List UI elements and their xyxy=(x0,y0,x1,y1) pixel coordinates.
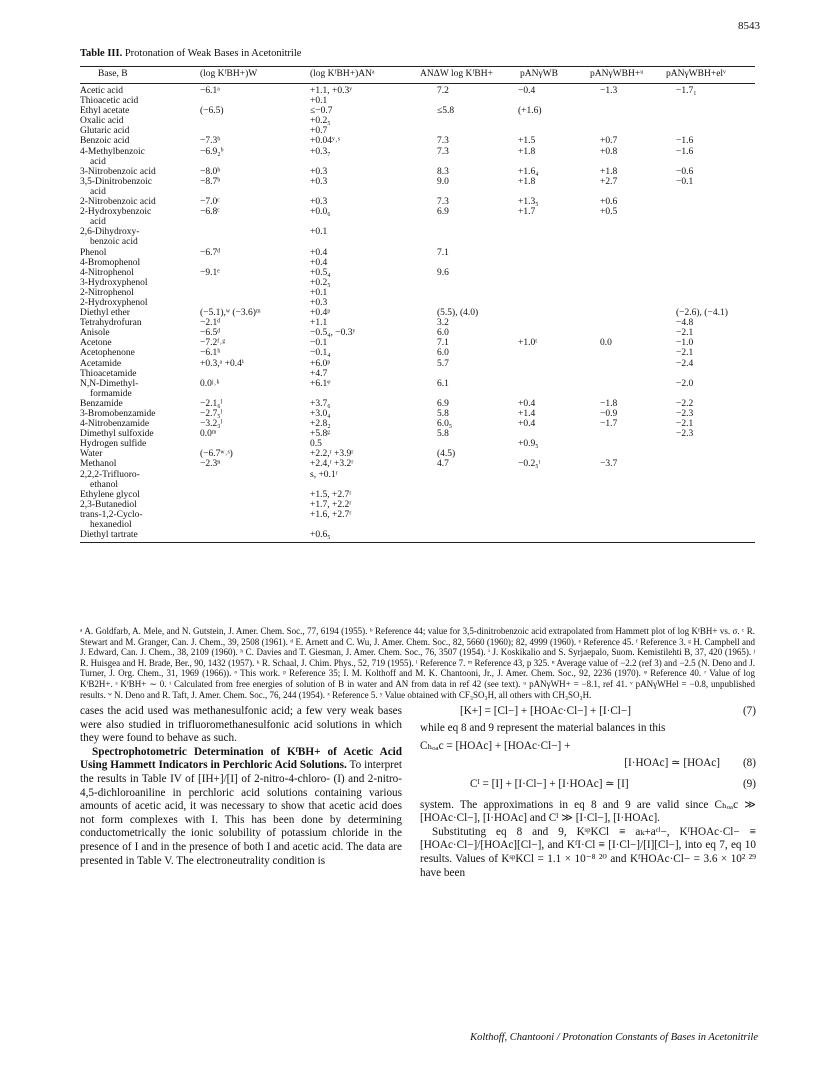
table-cell: −1.7 xyxy=(600,419,618,430)
header-log-k-an: (log KᶠBH+)ANᵃ xyxy=(310,69,375,79)
table-cell: Phenol xyxy=(80,247,107,258)
table-row xyxy=(80,449,755,459)
table-cell: Tetrahydrofuran xyxy=(80,318,142,329)
table-cell: Dimethyl sulfoxide xyxy=(80,429,154,440)
table-cell: 0.5 xyxy=(310,439,322,450)
table-cell: −0.5₄, −0.3ʸ xyxy=(310,328,356,339)
page-number: 8543 xyxy=(738,20,760,32)
table-cell: −8.7ᵇ xyxy=(200,176,221,187)
equation-8-line-2: [I·HOAc] ≃ [HOAc] (8) xyxy=(624,756,756,769)
table-cell: +0.7 xyxy=(600,136,618,147)
table-cell: +1.5 xyxy=(518,136,536,147)
table-cell: (−6.5) xyxy=(200,106,224,117)
table-cell: +0.4ᵖ xyxy=(310,308,331,319)
paragraph-body: To interpret the results in Table IV of [IH+]/[I] of 2-nitro-4-chloro- (I) and 2-nitro-4,5-dichloroaniline in perchloric acid solutions containing various amounts of acetic acid, it was necessary to show that acetic acid does not form complexes with I. This has been done by determining conductometrically the ionic solubility of potassium chloride in the presence of I and in the presence of both I and acetic acid. The data are presented in Table V. The electroneutrality condition is xyxy=(80,759,402,867)
table-cell: −2.1 xyxy=(676,348,694,359)
table-cell: Acetone xyxy=(80,338,112,349)
table-row xyxy=(80,217,755,227)
table-cell: 6.1 xyxy=(437,378,449,389)
table-row xyxy=(80,419,755,429)
table-cell: +0.4 xyxy=(310,247,328,258)
table-cell: +0.6 xyxy=(600,197,618,208)
header-gamma-bh-el: pANγWBH+elᵛ xyxy=(666,69,726,79)
table-cell: +1.8 xyxy=(518,146,536,157)
table-cell: 6.0₅ xyxy=(437,419,453,430)
table-row xyxy=(80,157,755,167)
table-cell: 4-Nitrobenzamide xyxy=(80,419,150,430)
table-cell: 6.0 xyxy=(437,328,449,339)
table-cell: −4.8 xyxy=(676,318,694,329)
equation-8-line-1: Cₕₒₐc = [HOAc] + [HOAc·Cl−] + xyxy=(420,739,571,752)
table-row xyxy=(80,258,755,268)
table-cell: −0.9 xyxy=(600,409,618,419)
table-cell: 4-Nitrophenol xyxy=(80,267,134,278)
table-cell: −1.8 xyxy=(600,398,618,409)
table-row xyxy=(80,248,755,258)
table-row xyxy=(80,106,755,116)
table-row xyxy=(80,500,755,510)
table-cell: −7.3ᵇ xyxy=(200,136,221,147)
table-cell: acid xyxy=(90,186,106,197)
header-base: Base, B xyxy=(98,69,128,79)
table-row xyxy=(80,459,755,469)
table-cell: +0.0₆ xyxy=(310,207,331,218)
table-cell: 9.6 xyxy=(437,267,449,278)
table-label: Table III. xyxy=(80,48,123,59)
table-cell: +0.4 xyxy=(518,398,536,409)
table-cell: −2.1₆ˡ xyxy=(200,398,223,409)
table-cell: +4.7 xyxy=(310,368,328,379)
table-row xyxy=(80,86,755,96)
table-cell: ≤−0.7 xyxy=(310,106,333,117)
table-cell: 4-Bromophenol xyxy=(80,257,141,268)
table-cell: −6.1ᵃ xyxy=(200,86,220,96)
table-cell: +0.3 xyxy=(310,166,328,177)
table-cell: 3-Bromobenzamide xyxy=(80,409,156,419)
table-cell: +1.4 xyxy=(518,409,536,419)
table-cell: −1.0 xyxy=(676,338,694,349)
table-cell: 7.1 xyxy=(437,247,449,258)
table-cell: −6.1ʰ xyxy=(200,348,221,359)
table-cell: −0.1 xyxy=(676,176,694,187)
table-row xyxy=(80,318,755,328)
table-cell: −7.0ᶜ xyxy=(200,197,220,208)
table-cell: Thioacetic acid xyxy=(80,96,139,107)
table-cell: 2,6-Dihydroxy- xyxy=(80,227,140,238)
table-cell: 5.7 xyxy=(437,358,449,369)
table-cell: +2.4,ʳ +3.2ʳ xyxy=(310,459,354,470)
table-cell: (4.5) xyxy=(437,449,456,460)
table-cell: Acetophenone xyxy=(80,348,135,359)
table-cell: 4.7 xyxy=(437,459,449,470)
table-row xyxy=(80,177,755,187)
table-cell: +6.0ᵖ xyxy=(310,358,331,369)
table-row xyxy=(80,490,755,500)
table-cell: Water xyxy=(80,449,103,460)
table-cell: 2-Hydroxybenzoic xyxy=(80,207,152,218)
table-cell: +0.5 xyxy=(600,207,618,218)
table-cell: +3.7₆ xyxy=(310,398,331,409)
table-cell: 5.8 xyxy=(437,429,449,440)
table-cell: Benzamide xyxy=(80,398,123,409)
table-cell: 3-Nitrobenzoic acid xyxy=(80,166,156,177)
table-cell: −0.4 xyxy=(518,86,536,96)
header-gamma-b: pANγWB xyxy=(520,69,558,79)
table-cell: 7.1 xyxy=(437,338,449,349)
table-cell: 6.9 xyxy=(437,398,449,409)
table-cell: −0.1₄ xyxy=(310,348,331,359)
table-cell: +1.1, +0.3ʸ xyxy=(310,86,353,96)
table-cell: +6.1ᵠ xyxy=(310,378,331,389)
table-cell: −7.2ᶠ˒ᵍ xyxy=(200,338,226,349)
table-cell: +0.6₅ xyxy=(310,530,331,541)
table-cell: −2.3ⁿ xyxy=(200,459,221,470)
header-log-k-water: (log KᶠBH+)W xyxy=(200,69,258,79)
table-cell: +0.3₇ xyxy=(310,146,331,157)
table-row xyxy=(80,116,755,126)
table-cell: +0.2₅ xyxy=(310,116,331,127)
table-cell: +0.9₅ xyxy=(518,439,539,450)
table-cell: Oxalic acid xyxy=(80,116,124,127)
table-cell: +2.2,ʳ +3.9ʳ xyxy=(310,449,354,460)
table-cell: N,N-Dimethyl- xyxy=(80,378,139,389)
table-cell: 0.0 xyxy=(600,338,612,349)
table-cell: −3.7 xyxy=(600,459,618,470)
table-cell: 5.8 xyxy=(437,409,449,419)
substitution-text: Substituting eq 8 and 9, KˢᵖKCl ≡ aₖ+aᶜˡ−, KᶠHOAc·Cl− ≡ [HOAc·Cl−]/[HOAc][Cl−], and KᶠI·Cl ≡ [I·Cl−]/[I][Cl−], into eq 7, eq 10 results. Values of KˢᵖKCl = 1.1 × 10⁻⁸ ²⁰ and KᶠHOAc·Cl− = 3.6 × 10² ²⁹ have been xyxy=(420,825,756,879)
table-cell: 2,3-Butanediol xyxy=(80,499,137,510)
table-cell: +1.8 xyxy=(518,176,536,187)
table-cell: ethanol xyxy=(90,479,118,490)
table-cell: +0.04ʸ˒ˢ xyxy=(310,136,340,147)
header-gamma-bh: pANγWBH+ᵘ xyxy=(590,69,644,79)
table-cell: +1.5, +2.7ʳ xyxy=(310,489,352,500)
table-cell: Ethylene glycol xyxy=(80,489,140,500)
table-cell: +2.8₂ xyxy=(310,419,331,430)
table-cell: −0.1 xyxy=(310,338,328,349)
table-row xyxy=(80,197,755,207)
table-row xyxy=(80,409,755,419)
table-cell: −2.1ᵈ xyxy=(200,318,221,329)
table-cell: +1.3₅ xyxy=(518,197,539,208)
table-footnotes: ᵃ A. Goldfarb, A. Mele, and N. Gutstein, J. Amer. Chem. Soc., 77, 6194 (1955). ᵇ Reference 44; value for 3,5-dinitrobenzoic acid extrapolated from Hammett plot of log KᶠBH+ vs. σ. ᶜ R. Stewart and M. Granger, Can. J. Chem., 39, 2508 (1961). ᵈ E. Arnett and C. Wu, J. Amer. Chem. Soc., 82, 5660 (1960); 82, 4999 (1960). ᵉ Reference 45. ᶠ Reference 3. ᵍ H. Campbell and J. Edward, Can. J. Chem., 38, 2109 (1960). ʰ C. Davies and T. Giesman, J. Amer. Chem. Soc., 76, 3507 (1954). ⁱ J. Koskikalio and S. Syrjaepalo, Suom. Kemistilehti B, 37, 420 (1965). ʲ R. Huisgea and H. Brade, Ber., 90, 1432 (1957). ᵏ R. Schaal, J. Chim. Phys., 52, 719 (1955). ˡ Reference 7. ᵐ Reference 43, p 325. ⁿ Average value of −2.2 (ref 3) and −2.5 (N. Deno and J. Turner, J. Org. Chem., 31, 1969 (1966)). ᵒ This work. ᵖ Reference 35; I. M. Kolthoff and M. K. Chantooni, Jr., J. Amer. Chem. Soc., 92, 2236 (1970). ᵠ Reference 40. ʳ Value of log KᶠB2H+. ˢ KᶠBH+ ∼ 0. ᵗ Calculated from free energies of solution of B in water and AN from data in ref 42 (see text). ᵘ pANγWH+ = −8.1, ref 41. ᵛ pANγWHel = −0.8, unpublished results. ʷ N. Deno and R. Taft, J. Amer. Chem. Soc., 76, 244 (1954). ˣ Reference 5. ʸ Value obtained with CF₃SO₃H, all others with CH₃SO₃H. xyxy=(80,626,755,700)
table-row xyxy=(80,167,755,177)
table-cell: 8.3 xyxy=(437,166,449,177)
table-row xyxy=(80,359,755,369)
table-cell: 3.2 xyxy=(437,318,449,329)
table-cell: −6.5ᵈ xyxy=(200,328,221,339)
table-cell: −0.6 xyxy=(676,166,694,177)
table-row xyxy=(80,278,755,288)
table-cell: Diethyl tartrate xyxy=(80,530,138,541)
table-cell: +0.7 xyxy=(310,126,328,137)
table-row xyxy=(80,237,755,247)
table-cell: 0.0ᵐ xyxy=(200,429,217,440)
right-column xyxy=(420,705,756,880)
table-cell: −2.7₅ˡ xyxy=(200,409,223,419)
table-cell: +0.4 xyxy=(518,419,536,430)
table-cell: (+1.6) xyxy=(518,106,542,117)
table-row xyxy=(80,268,755,278)
table-row xyxy=(80,126,755,136)
table-row xyxy=(80,96,755,106)
table-cell: +0.5₄ xyxy=(310,267,331,278)
table-cell: −2.1 xyxy=(676,419,694,430)
table-cell: +1.6₄ xyxy=(518,166,539,177)
table-cell: 7.3 xyxy=(437,146,449,157)
table-cell: +0.2₅ xyxy=(310,277,331,288)
table-row xyxy=(80,399,755,409)
table-cell: 2,2,2-Trifluoro- xyxy=(80,469,140,480)
table-cell: +0.3 xyxy=(310,197,328,208)
table-cell: +1.0ᵗ xyxy=(518,338,538,349)
table-cell: Acetamide xyxy=(80,358,122,369)
table-cell: 6.0 xyxy=(437,348,449,359)
table-cell: +0.8 xyxy=(600,146,618,157)
table-header xyxy=(80,67,755,84)
table-cell: 7.3 xyxy=(437,136,449,147)
table-cell: 2-Nitrobenzoic acid xyxy=(80,197,156,208)
header-delta-log-k: ANΔW log KᶠBH+ xyxy=(420,69,493,79)
table-cell: +1.8 xyxy=(600,166,618,177)
table-cell: 3,5-Dinitrobenzoic xyxy=(80,176,153,187)
table-row xyxy=(80,480,755,490)
table-row xyxy=(80,207,755,217)
table-row xyxy=(80,439,755,449)
approximation-text: system. The approximations in eq 8 and 9 are valid since Cₕₒₐc ≫ [HOAc·Cl−], [I·HOAc] and Cᴵ ≫ [I·Cl−], [I·HOAc]. xyxy=(420,798,756,825)
table-cell: acid xyxy=(90,217,106,228)
table-cell: −2.1 xyxy=(676,328,694,339)
table-cell: +0.3,ᵃ +0.4ⁱ xyxy=(200,358,244,369)
table-cell: acid xyxy=(90,156,106,167)
table-cell: Thioacetamide xyxy=(80,368,137,379)
table-cell: −2.3 xyxy=(676,429,694,440)
table-cell: 7.2 xyxy=(437,86,449,96)
table-cell: −6.7ᵈ xyxy=(200,247,221,258)
equation-9: Cᴵ = [I] + [I·Cl−] + [I·HOAc] ≃ [I] (9) xyxy=(470,777,756,790)
table-title: Protonation of Weak Bases in Acetonitrile xyxy=(124,48,302,59)
table-cell: −6.9₂ᵇ xyxy=(200,146,224,157)
table-cell: 2-Hydroxyphenol xyxy=(80,297,148,308)
table-row xyxy=(80,369,755,379)
table-cell: +3.0₄ xyxy=(310,409,331,419)
table-row xyxy=(80,530,755,540)
table-row xyxy=(80,136,755,146)
table-row xyxy=(80,389,755,399)
equation-7: [K+] = [Cl−] + [HOAc·Cl−] + [I·Cl−] (7) xyxy=(460,705,756,717)
table-cell: 3-Hydroxyphenol xyxy=(80,277,148,288)
table-cell: Ethyl acetate xyxy=(80,106,130,117)
table-row xyxy=(80,227,755,237)
table-cell: Benzoic acid xyxy=(80,136,130,147)
table-cell: −2.2 xyxy=(676,398,694,409)
table-cell: +1.7 xyxy=(518,207,536,218)
table-cell: −0.2₅ᵗ xyxy=(518,459,541,470)
table-row xyxy=(80,288,755,298)
table-cell: (5.5), (4.0) xyxy=(437,308,479,319)
table-row xyxy=(80,379,755,389)
table-cell: Anisole xyxy=(80,328,110,339)
table-cell: Diethyl ether xyxy=(80,308,130,319)
table-cell: −3.2₃ˡ xyxy=(200,419,223,430)
table-cell: benzoic acid xyxy=(90,237,138,248)
table-row xyxy=(80,328,755,338)
table-cell: hexanediol xyxy=(90,520,132,531)
table-cell: −1.7₁ xyxy=(676,86,697,96)
table-row xyxy=(80,429,755,439)
table-cell: trans-1,2-Cyclo- xyxy=(80,509,143,520)
table-cell: +0.1 xyxy=(310,287,328,298)
table-cell: 6.9 xyxy=(437,207,449,218)
table-cell: +0.4 xyxy=(310,257,328,268)
table-cell: −6.8ᶜ xyxy=(200,207,220,218)
table-cell: −8.0ᵇ xyxy=(200,166,221,177)
table-row xyxy=(80,470,755,480)
table-cell: +1.6, +2.7ʳ xyxy=(310,509,352,520)
table-row xyxy=(80,510,755,520)
table-cell: formamide xyxy=(90,388,132,399)
table-cell: −2.3 xyxy=(676,409,694,419)
table-cell: 7.3 xyxy=(437,197,449,208)
table-cell: −2.0 xyxy=(676,378,694,389)
table-cell: ≤5.8 xyxy=(437,106,455,117)
table-cell: (−6.7ʷ˒ˢ) xyxy=(200,449,233,460)
table-cell: +0.3 xyxy=(310,297,328,308)
table-row xyxy=(80,187,755,197)
table-cell: 2-Nitrophenol xyxy=(80,287,134,298)
table-cell: Methanol xyxy=(80,459,117,470)
table-cell: +0.1 xyxy=(310,227,328,238)
table-body xyxy=(80,84,755,543)
table-row xyxy=(80,348,755,358)
left-column xyxy=(80,705,402,868)
table-cell: Acetic acid xyxy=(80,86,123,96)
table-cell: 0.0ʲ˒ᵏ xyxy=(200,378,220,389)
section-heading: Spectrophotometric Determination of KᶠBH+ of Acetic Acid Using Hammett Indicators in Perchloric Acid Solutions. xyxy=(80,745,402,772)
table-cell: +2.7 xyxy=(600,176,618,187)
table-row xyxy=(80,308,755,318)
table-cell: 9.0 xyxy=(437,176,449,187)
paragraph-continuation: cases the acid used was methanesulfonic acid; a few very weak bases were also studied in trifluoromethanesulfonic acid solutions in which they were found to behave as such. xyxy=(80,705,402,745)
running-footer: Kolthoff, Chantooni / Protonation Constants of Bases in Acetonitrile xyxy=(470,1032,758,1043)
table-cell: −1.6 xyxy=(676,136,694,147)
table-caption xyxy=(80,48,301,59)
equation-intro-text: while eq 8 and 9 represent the material balances in this xyxy=(420,722,666,734)
table-cell: (−5.1),ʷ (−3.6)ᵐ xyxy=(200,308,261,319)
table-cell: −1.6 xyxy=(676,146,694,157)
data-table xyxy=(80,66,755,543)
table-cell: +5.8ᵍ xyxy=(310,429,331,440)
table-cell: (−2.6), (−4.1) xyxy=(676,308,728,319)
table-cell: 4-Methylbenzoic xyxy=(80,146,145,157)
table-cell: +0.1 xyxy=(310,96,328,107)
table-cell: Hydrogen sulfide xyxy=(80,439,147,450)
table-cell: +1.7, +2.2ʳ xyxy=(310,499,352,510)
table-row xyxy=(80,147,755,157)
table-cell: −9.1ᵉ xyxy=(200,267,220,278)
table-row xyxy=(80,520,755,530)
table-cell: +1.1 xyxy=(310,318,328,329)
table-row xyxy=(80,338,755,348)
table-cell: s, +0.1ʳ xyxy=(310,469,338,480)
table-cell: −2.4 xyxy=(676,358,694,369)
table-row xyxy=(80,298,755,308)
table-cell: Glutaric acid xyxy=(80,126,130,137)
table-cell: +0.3 xyxy=(310,176,328,187)
table-cell: −1.3 xyxy=(600,86,618,96)
